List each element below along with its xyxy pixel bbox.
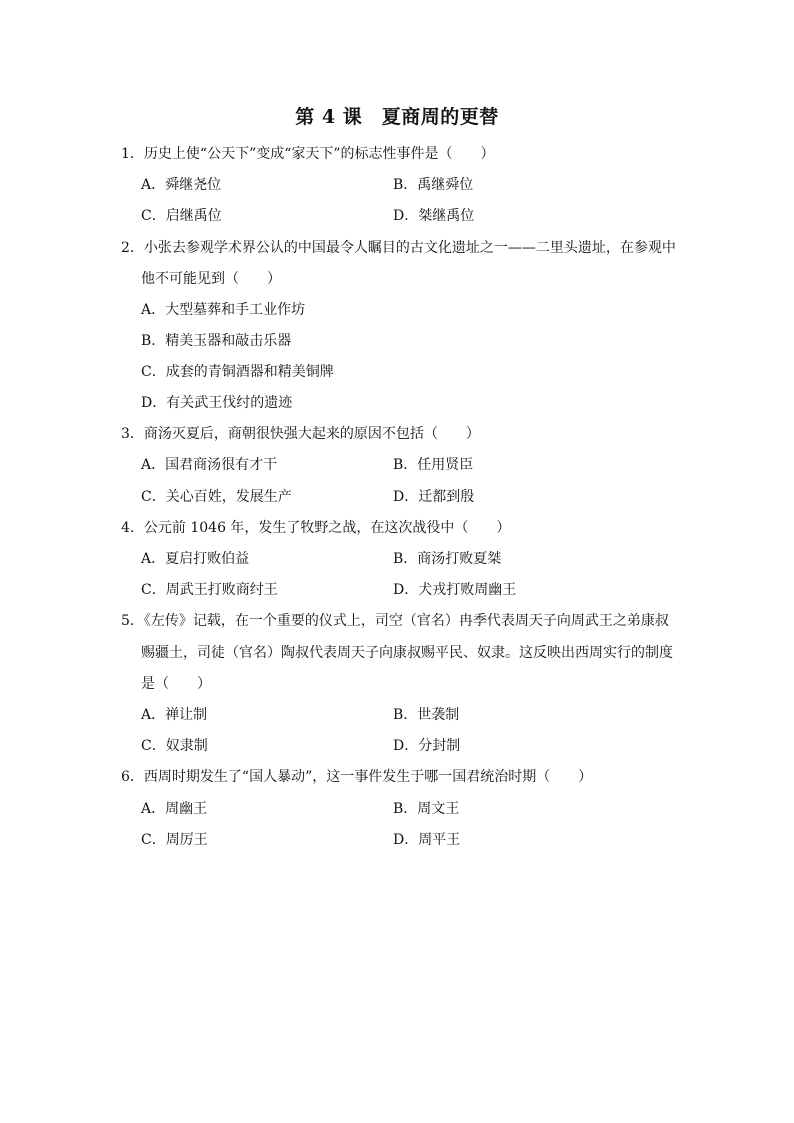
question-2-option-b: B．精美玉器和敲击乐器 (141, 333, 292, 349)
question-3-option-c: C．关心百姓，发展生产 (141, 489, 292, 505)
question-6-option-b: B．周文王 (393, 801, 460, 817)
question-3-option-d: D．迁都到殷 (393, 489, 475, 505)
question-3-option-a: A．国君商汤很有才干 (141, 457, 278, 473)
question-4-option-b: B．商汤打败夏桀 (393, 551, 502, 567)
question-3-option-b: B．任用贤臣 (393, 457, 474, 473)
question-6-option-a: A．周幽王 (141, 801, 208, 817)
question-6-option-c: C．周厉王 (141, 832, 208, 848)
question-5-stem-cont-1: 赐疆土，司徒（官名）陶叔代表周天子向康叔赐平民、奴隶。这反映出西周实行的制度 (141, 645, 673, 661)
question-2-option-a: A．大型墓葬和手工业作坊 (141, 302, 306, 318)
question-5-stem: 5．《左传》记载，在一个重要的仪式上，司空（官名）冉季代表周天子向周武王之弟康叔 (121, 613, 669, 629)
question-5-option-b: B．世袭制 (393, 707, 460, 723)
question-2-option-d: D．有关武王伐纣的遗迹 (141, 395, 293, 411)
question-1-option-c: C．启继禹位 (141, 208, 222, 224)
question-5-option-c: C．奴隶制 (141, 738, 208, 754)
question-1-option-d: D．桀继禹位 (393, 208, 475, 224)
question-6-option-d: D．周平王 (393, 832, 461, 848)
question-4-stem: 4．公元前 1046 年，发生了牧野之战，在这次战役中（ ） (121, 520, 511, 536)
question-1-stem: 1．历史上使“公天下”变成“家天下”的标志性事件是（ ） (121, 146, 495, 162)
question-6-stem: 6．西周时期发生了“国人暴动”，这一事件发生于哪一国君统治时期（ ） (121, 769, 593, 785)
question-3-stem: 3．商汤灭夏后，商朝很快强大起来的原因不包括（ ） (121, 426, 480, 442)
question-5-option-a: A．禅让制 (141, 707, 208, 723)
question-5-stem-cont-2: 是（ ） (141, 676, 211, 692)
question-4-option-a: A．夏启打败伯益 (141, 551, 250, 567)
question-1-option-a: A．舜继尧位 (141, 177, 222, 193)
question-2-option-c: C．成套的青铜酒器和精美铜牌 (141, 364, 334, 380)
question-2-stem-cont: 他不可能见到（ ） (141, 271, 281, 287)
question-2-stem: 2．小张去参观学术界公认的中国最令人瞩目的古文化遗址之一——二里头遗址，在参观中 (121, 240, 676, 256)
question-4-option-c: C．周武王打败商纣王 (141, 582, 278, 598)
question-4-option-d: D．犬戎打败周幽王 (393, 582, 517, 598)
question-1-option-b: B．禹继舜位 (393, 177, 474, 193)
question-5-option-d: D．分封制 (393, 738, 461, 754)
page-title: 第 4 课 夏商周的更替 (295, 106, 499, 128)
